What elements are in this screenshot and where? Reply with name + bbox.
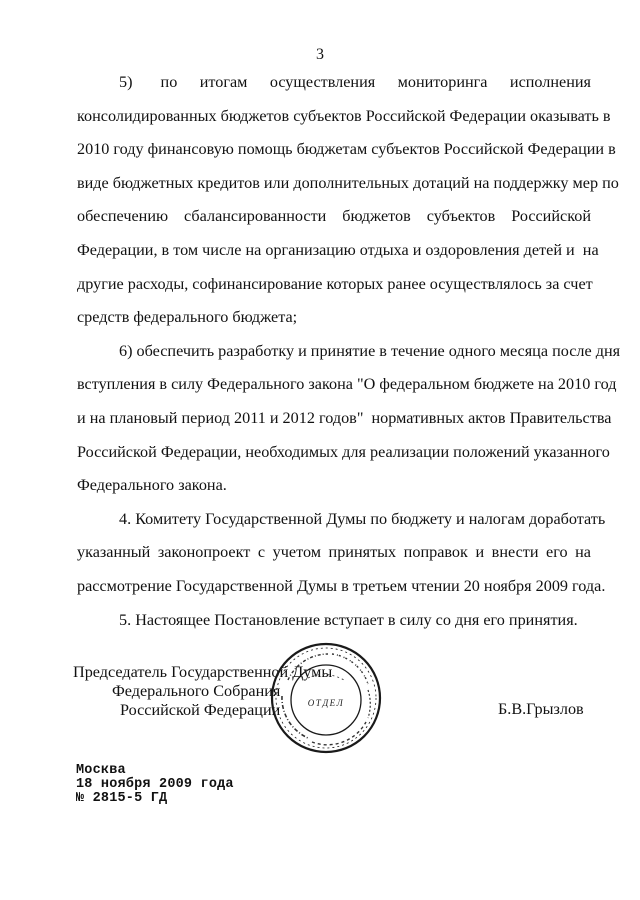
text-line: 2010 году финансовую помощь бюджетам субъектов Российской Федерации в bbox=[77, 140, 616, 159]
signatory-title-line: Российской Федерации bbox=[120, 701, 281, 719]
text-line: вступления в силу Федерального закона "О федеральном бюджете на 2010 год bbox=[77, 375, 617, 394]
text-line: консолидированных бюджетов субъектов Российской Федерации оказывать в bbox=[77, 106, 611, 125]
footer-date: 18 ноября 2009 года bbox=[76, 777, 234, 792]
text-line: 4. Комитету Государственной Думы по бюджету и налогам доработать bbox=[119, 509, 606, 528]
signatory-title-line: Председатель Государственной Думы bbox=[73, 663, 333, 681]
paragraph-item-5 bbox=[77, 66, 619, 335]
signatory-name: Б.В.Грызлов bbox=[498, 700, 584, 718]
text-line: рассмотрение Государственной Думы в третьем чтении 20 ноября 2009 года. bbox=[77, 576, 606, 595]
text-line: и на плановый период 2011 и 2012 годов" нормативных актов Правительства bbox=[77, 408, 612, 427]
text-line: другие расходы, софинансирование которых ранее осуществлялось за счет bbox=[77, 274, 593, 293]
text-line: 5. Настоящее Постановление вступает в силу со дня его принятия. bbox=[119, 610, 578, 629]
document-body bbox=[77, 66, 621, 637]
text-line: виде бюджетных кредитов или дополнительных дотаций на поддержку мер по bbox=[77, 173, 619, 192]
text-line: средств федерального бюджета; bbox=[77, 308, 298, 327]
text-line: указанный законопроект с учетом принятых поправок и внести его на bbox=[77, 543, 591, 562]
text-line: обеспечению сбалансированности бюджетов субъектов Российской bbox=[77, 207, 591, 226]
text-line: Федерации, в том числе на организацию отдыха и оздоровления детей и на bbox=[77, 240, 599, 259]
signatory-title-line: Федерального Собрания bbox=[112, 682, 281, 700]
text-line: 5) по итогам осуществления мониторинга исполнения bbox=[119, 73, 591, 91]
official-seal-stamp-icon bbox=[268, 640, 384, 756]
text-line: Федерального закона. bbox=[77, 476, 227, 495]
paragraph-point-4 bbox=[77, 503, 606, 604]
stamp-text: ОТДЕЛ bbox=[307, 698, 345, 708]
footer-document-number: № 2815-5 ГД bbox=[76, 791, 168, 806]
paragraph-item-6 bbox=[77, 335, 621, 503]
document-footer bbox=[76, 764, 234, 806]
text-line: 6) обеспечить разработку и принятие в течение одного месяца после дня bbox=[119, 341, 621, 360]
paragraph-point-5 bbox=[77, 604, 591, 638]
text-line: Российской Федерации, необходимых для реализации положений указанного bbox=[77, 442, 610, 461]
footer-city: Москва bbox=[76, 763, 126, 778]
page-number: 3 bbox=[316, 46, 324, 63]
